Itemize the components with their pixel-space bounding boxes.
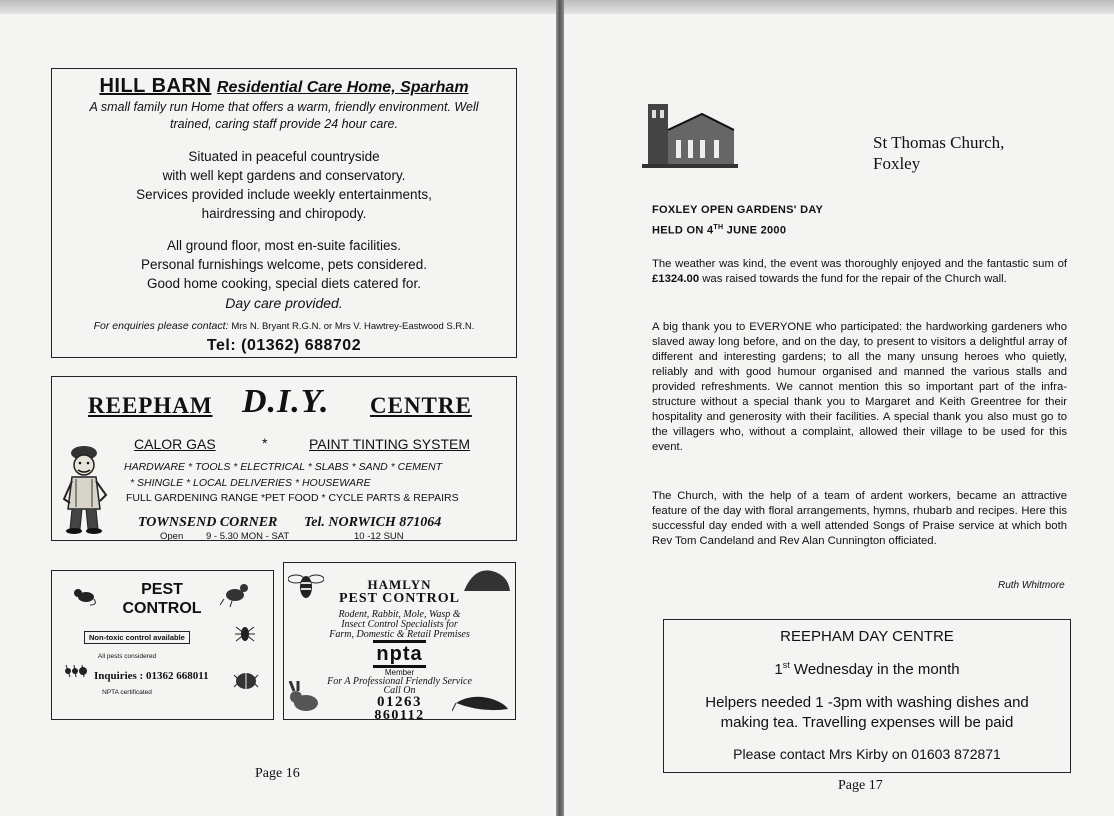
hill-barn-enquiries-contacts: Mrs N. Bryant R.G.N. or Mrs V. Hawtrey-Eastwood S.R.N.: [231, 321, 475, 332]
ant-icon: [62, 663, 90, 679]
day-centre-helpers: making tea. Travelling expenses will be paid: [720, 714, 1014, 731]
hamlyn-phone-code: 01263: [377, 694, 422, 710]
hill-barn-heading: [52, 75, 516, 98]
hamlyn-description: Insect Control Specialists for: [341, 619, 458, 630]
diy-reepham: REEPHAM: [88, 393, 213, 418]
article-author: Ruth Whitmore: [998, 580, 1065, 591]
pest-inquiries: Inquiries : 01362 668011: [94, 670, 209, 682]
day-centre-title: REEPHAM DAY CENTRE: [780, 628, 954, 645]
mole-icon: [462, 565, 512, 593]
all-pests-text: All pests considered: [97, 653, 157, 660]
hill-barn-intro-1: A small family run Home that offers a warm, friendly environment. Well: [89, 100, 479, 114]
diy-title: D.I.Y.: [242, 383, 330, 420]
hill-barn-advert: [51, 68, 517, 358]
church-illustration-icon: [642, 100, 738, 168]
diy-location: TOWNSEND CORNER: [138, 515, 278, 530]
hamlyn-phone-number: 860112: [374, 708, 425, 723]
hill-barn-feature: Situated in peaceful countryside: [188, 149, 380, 164]
mouse-icon: [70, 583, 98, 607]
reepham-diy-advert: [51, 376, 517, 541]
para1-start: The weather was kind, the event was thoroughly enjoyed and the fantastic sum of: [652, 258, 1067, 270]
hill-barn-feature: Personal furnishings welcome, pets considered.: [141, 257, 427, 272]
pest-title-1: PEST: [141, 581, 183, 598]
npta-certificated: NPTA certificated: [102, 689, 152, 696]
hamlyn-description: Rodent, Rabbit, Mole, Wasp &: [338, 609, 461, 620]
npta-member: Member: [384, 668, 415, 677]
hill-barn-intro-2: trained, caring staff provide 24 hour care.: [170, 117, 398, 131]
article-heading-2: [652, 219, 786, 240]
diy-products-line: HARDWARE * TOOLS * ELECTRICAL * SLABS * SAND * CEMENT: [124, 461, 443, 473]
diy-products-line: FULL GARDENING RANGE *PET FOOD * CYCLE PARTS & REPAIRS: [126, 492, 459, 504]
shopkeeper-figure-icon: [60, 443, 112, 535]
npta-logo: [284, 643, 515, 666]
diy-centre: CENTRE: [370, 393, 472, 418]
hill-barn-day-care: Day care provided.: [225, 295, 343, 311]
diy-sunday-hours: 10 -12 SUN: [354, 531, 404, 542]
church-location: Foxley: [873, 154, 921, 173]
pest-title-2: CONTROL: [122, 600, 202, 617]
diy-open-label: Open: [160, 531, 184, 542]
hill-barn-feature: hairdressing and chiropody.: [201, 206, 367, 221]
diy-products-line: * SHINGLE * LOCAL DELIVERIES * HOUSEWARE: [130, 477, 371, 489]
beetle-icon: [232, 669, 260, 691]
reepham-day-centre-notice: [663, 619, 1071, 773]
insect-icon: [234, 623, 256, 645]
diy-paint-tinting: PAINT TINTING SYSTEM: [309, 436, 471, 452]
para1-amount: £1324.00: [652, 273, 700, 285]
day-centre-helpers: Helpers needed 1 -3pm with washing dishes and: [705, 694, 1029, 711]
nontoxic-box: [84, 627, 190, 645]
diy-weekday-hours: 9 - 5.30 MON - SAT: [206, 531, 290, 542]
hill-barn-enquiries: [52, 320, 516, 332]
page-number-right: Page 17: [838, 778, 883, 793]
diy-calor-gas: CALOR GAS: [134, 436, 216, 452]
hamlyn-description: Farm, Domestic & Retail Premises: [329, 629, 470, 640]
day-centre-when-number: 1: [774, 661, 783, 678]
npta-logo-text: npta: [373, 640, 425, 668]
pest-control-advert: [51, 570, 274, 720]
hill-barn-subtitle: Residential Care Home, Sparham: [216, 79, 469, 96]
church-name: St Thomas Church,: [873, 133, 1005, 152]
hamlyn-title: HAMLYN: [367, 577, 432, 592]
hamlyn-pest-control-advert: [283, 562, 516, 723]
article-paragraph-3: The Church, with the help of a team of ardent workers, became an attractive feature of the day with floral arrangements, hymns, rhubarb and recipes. Here this successful day ended with a well attended Songs of Praise service at which both Rev Tom Candeland and Rev Alan Cunnington officiated.: [652, 490, 1067, 547]
article-heading-1: FOXLEY OPEN GARDENS' DAY: [652, 204, 824, 216]
article-paragraph-2: A big thank you to EVERYONE who participated: the hardworking gardeners who slaved away long before, and on the day, to present to visitors a delightful array of different and interesting gardens; to all the many unsung heroes who quietly, reliably and with good humour organised and manned the various stalls and provided refreshments. We cannot mention this so important part of the infra-structure without a special thank you to Margaret and Keith Greentree for their hospitality and generosity with their facilities. A special thank you also must go to the villagers who, without a complaint, allowed their village to be used for this event.: [652, 321, 1067, 453]
heading-date-prefix: HELD ON 4: [652, 224, 714, 237]
hill-barn-feature: with well kept gardens and conservatory.: [162, 168, 406, 183]
hill-barn-feature: All ground floor, most en-suite facilities.: [166, 238, 402, 253]
page-number-left: Page 16: [255, 766, 300, 781]
nontoxic-label: Non-toxic control available: [84, 631, 190, 644]
para1-end: was raised towards the fund for the repair of the Church wall.: [699, 273, 1007, 285]
hill-barn-name: HILL BARN: [99, 75, 212, 97]
day-centre-when-suffix: st: [782, 660, 790, 670]
day-centre-when-rest: Wednesday in the month: [789, 661, 960, 678]
hill-barn-enquiries-label: For enquiries please contact:: [93, 320, 229, 332]
diy-star: *: [262, 435, 268, 451]
bird-icon: [220, 579, 250, 607]
heading-date-rest: JUNE 2000: [723, 224, 787, 237]
hill-barn-telephone: Tel: (01362) 688702: [206, 337, 362, 354]
hill-barn-feature: Services provided include weekly entertainments,: [136, 187, 432, 202]
heading-date-suffix: TH: [713, 224, 724, 231]
hamlyn-call-on: Call On: [383, 685, 416, 696]
article-paragraph-1: [652, 257, 1067, 287]
diy-telephone: Tel. NORWICH 871064: [304, 515, 442, 530]
hamlyn-friendly-service: For A Professional Friendly Service: [327, 676, 472, 687]
rat-icon: [452, 691, 512, 713]
hill-barn-feature: Good home cooking, special diets catered for.: [147, 276, 421, 291]
day-centre-when: [664, 660, 1070, 678]
day-centre-contact: Please contact Mrs Kirby on 01603 872871: [733, 746, 1001, 762]
book-spine: [556, 0, 564, 816]
hamlyn-subtitle: PEST CONTROL: [338, 591, 461, 606]
